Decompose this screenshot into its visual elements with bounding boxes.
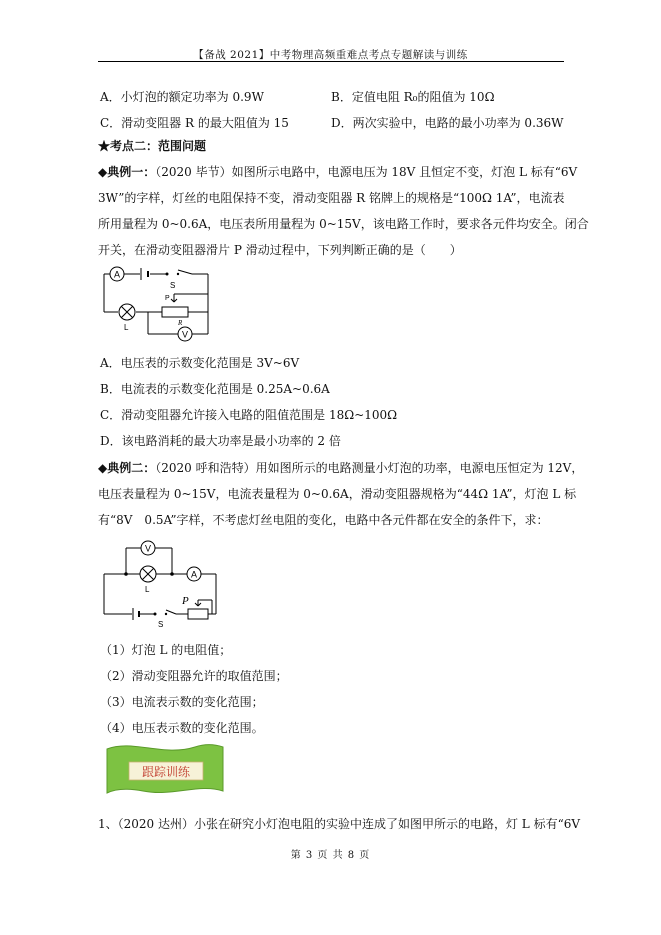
switch-icon [166,273,169,276]
example1-option-b: B．电流表的示数变化范围是 0.25A~0.6A [100,382,330,396]
banner-text: 跟踪训练 [141,765,191,779]
circuit-diagram-2 [100,538,220,628]
header-divider [98,61,564,62]
resistor-icon [162,307,188,317]
lamp-icon [140,566,156,582]
voltmeter-label: V [144,543,152,554]
page-number: 第 3 页 共 8 页 [290,850,371,861]
example2-line-1 [98,456,583,480]
rheostat-icon [188,609,208,619]
slider-label: P [182,595,189,607]
resistor-label: R [178,319,183,327]
voltmeter-label: V [181,329,189,340]
example1-line-1 [98,160,577,184]
ammeter-label: A [190,569,198,580]
switch-label: S [158,620,164,628]
example2-question-3: （3）电流表示数的变化范围； [100,695,264,709]
junction-dot [124,572,128,576]
lamp-icon [119,304,135,320]
example1-line-3: 所用量程为 0~0.6A，电压表所用量程为 0~15V，该电路工作时，要求各元件均安全。闭合 [98,217,589,231]
junction-dot [170,572,174,576]
example2-question-1: （1）灯泡 L 的电阻值； [100,643,232,657]
section-title: ★考点二：范围问题 [98,139,207,153]
example2-line-2: 电压表量程为 0~15V，电流表量程为 0~0.6A，滑动变阻器规格为“44Ω 1A”，灯泡 L 标 [98,487,577,501]
exercise1-text: 1、（2020 达州）小张在研究小灯泡电阻的实验中连成了如图甲所示的电路，灯 L 标有“6V [98,817,581,831]
example1-line-4: 开关，在滑动变阻器滑片 P 滑动过程中，下列判断正确的是（ ） [98,243,462,257]
example2-line-3: 有“8V 0.5A”字样，不考虑灯丝电阻的变化，电路中各元件都在安全的条件下，求： [98,513,549,527]
option-c: C．滑动变阻器 R 的最大阻值为 15 [100,116,289,130]
example1-text-1: （2020 毕节）如图所示电路中，电源电压为 18V 且恒定不变，灯泡 L 标有“6V [155,165,578,179]
option-b: B．定值电阻 R₀的阻值为 10Ω [331,90,495,104]
example1-option-a: A．电压表的示数变化范围是 3V~6V [100,356,300,370]
option-a: A．小灯泡的额定功率为 0.9W [100,90,264,104]
lamp-label: L [145,585,150,594]
practice-banner [103,741,227,799]
example1-option-d: D．该电路消耗的最大功率是最小功率的 2 倍 [100,434,341,448]
option-d: D．两次实验中，电路的最小功率为 0.36W [331,116,564,130]
switch-label: S [170,281,176,290]
switch-contact [165,613,167,615]
example2-label: ◆典例二： [98,461,156,475]
example1-label: ◆典例一： [98,165,156,179]
example2-text-1: （2020 呼和浩特）用如图所示的电路测量小灯泡的功率，电源电压恒定为 12V， [155,461,584,475]
switch-contact [177,273,179,275]
slider-label: P [165,295,170,302]
switch-icon [154,613,157,616]
example2-question-4: （4）电压表示数的变化范围。 [100,721,264,735]
example1-line-2: 3W”的字样，灯丝的电阻保持不变，滑动变阻器 R 铭牌上的规格是“100Ω 1A”，电流表 [98,191,565,205]
circuit-diagram-1 [96,264,216,346]
ammeter-label: A [113,269,121,280]
example1-option-c: C．滑动变阻器允许接入电路的阻值范围是 18Ω~100Ω [100,408,398,422]
lamp-label: L [124,323,129,332]
page-header: 【备战 2021】中考物理高频重难点考点专题解读与训练 [193,49,468,61]
example2-question-2: （2）滑动变阻器允许的取值范围； [100,669,288,683]
